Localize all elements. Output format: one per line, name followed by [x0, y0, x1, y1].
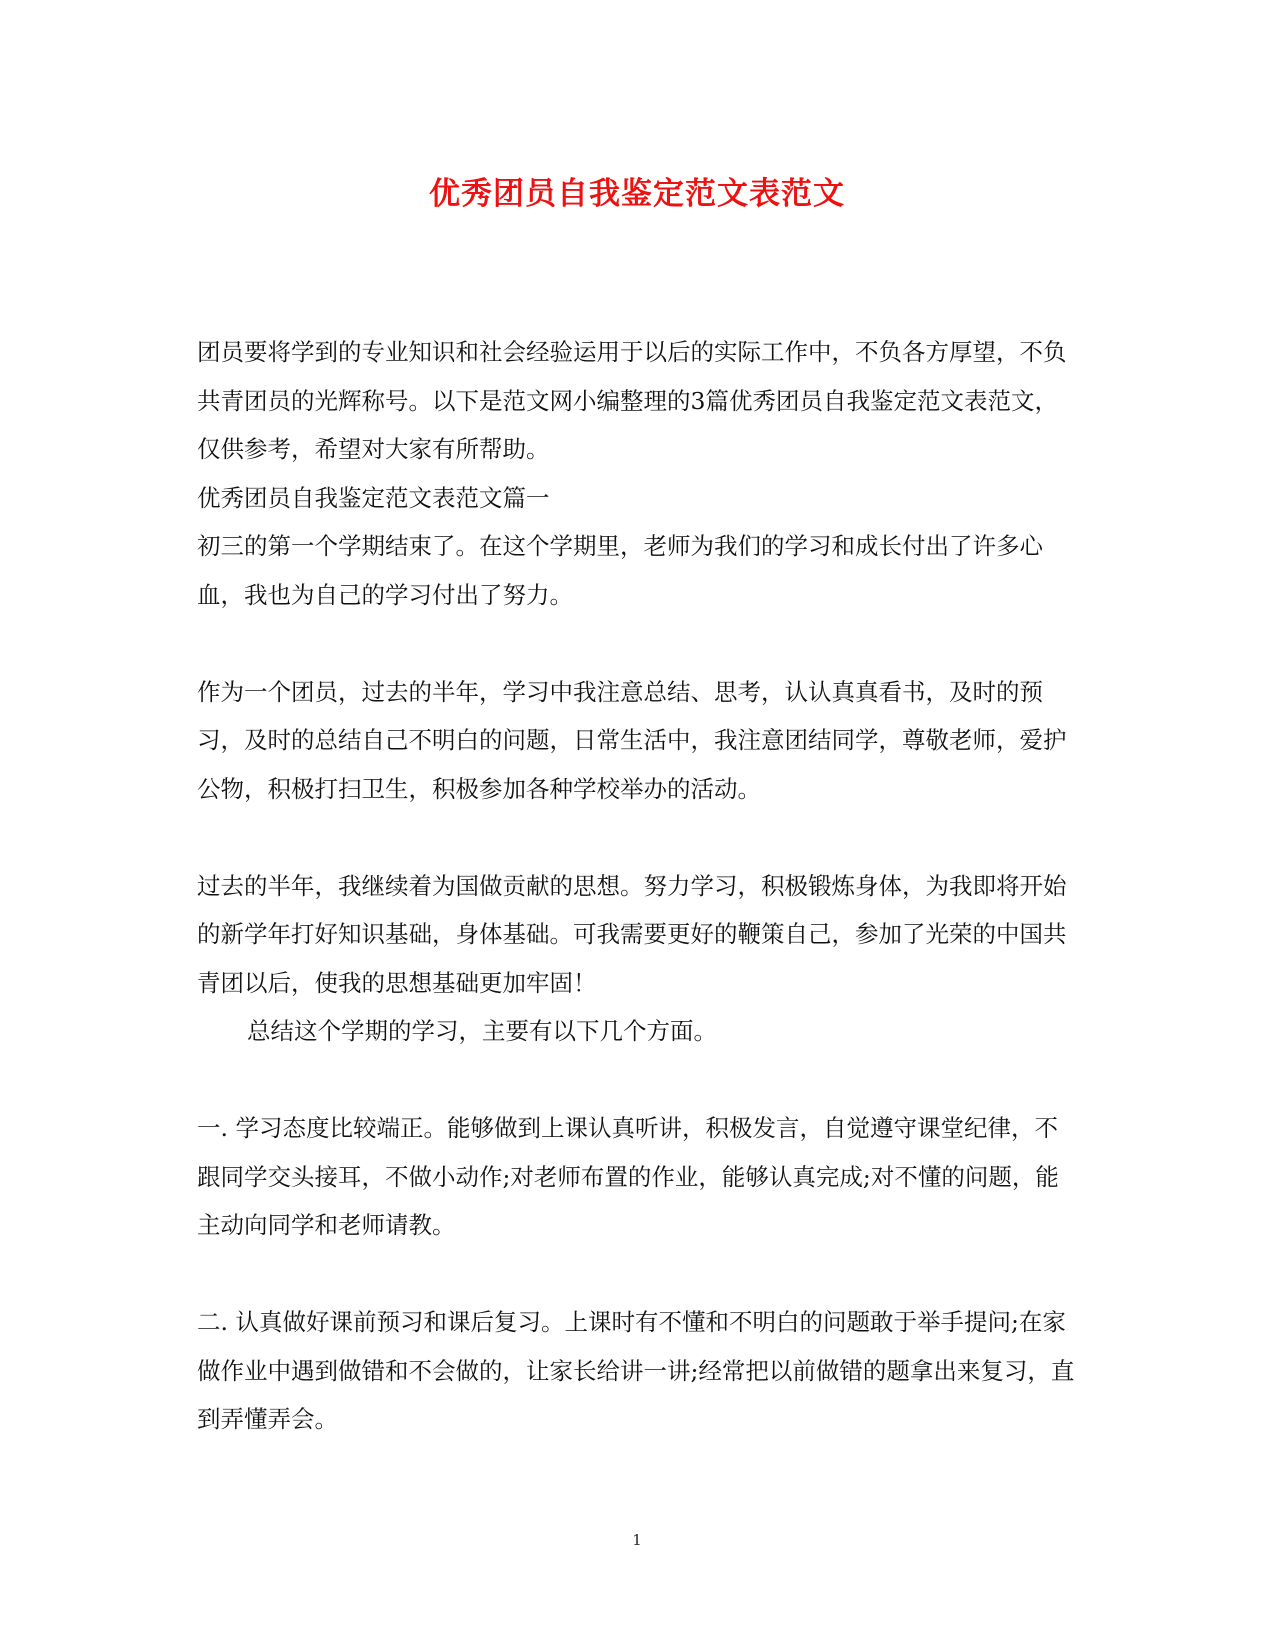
- summary-paragraph: 总结这个学期的学习，主要有以下几个方面。: [247, 1017, 717, 1045]
- intro-paragraph: 团员要将学到的专业知识和社会经验运用于以后的实际工作中，不负各方厚望，不负共青团员的光辉称号。以下是范文网小编整理的3篇优秀团员自我鉴定范文表范文，仅供参考，希望对大家有所帮助。: [197, 338, 1067, 463]
- body-paragraph-1: 初三的第一个学期结束了。在这个学期里，老师为我们的学习和成长付出了许多心血，我也为自己的学习付出了努力。: [197, 532, 1043, 609]
- paragraph-spacer: [197, 813, 1077, 862]
- document-title: 优秀团员自我鉴定范文表范文: [429, 176, 845, 212]
- document-body: [197, 328, 1077, 1444]
- paragraph-spacer: [197, 619, 1077, 668]
- body-paragraph-3: 过去的半年，我继续着为国做贡献的思想。努力学习，积极锻炼身体，为我即将开始的新学年打好知识基础，身体基础。可我需要更好的鞭策自己，参加了光荣的中国共青团以后，使我的思想基础更加牢固！: [197, 871, 1067, 997]
- list-item-two: 二. 认真做好课前预习和课后复习。上课时有不懂和不明白的问题敢于举手提问;在家做作业中遇到做错和不会做的，让家长给讲一讲;经常把以前做错的题拿出来复习，直到弄懂弄会。: [197, 1308, 1075, 1433]
- page-number: 1: [632, 1531, 642, 1549]
- body-paragraph-2: 作为一个团员，过去的半年，学习中我注意总结、思考，认认真真看书，及时的预习，及时的总结自己不明白的问题，日常生活中，我注意团结同学，尊敬老师，爱护公物，积极打扫卫生，积极参加各种学校举办的活动。: [197, 677, 1067, 803]
- list-item-one: 一. 学习态度比较端正。能够做到上课认真听讲，积极发言，自觉遵守课堂纪律，不跟同学交头接耳，不做小动作;对老师布置的作业，能够认真完成;对不懂的问题，能主动向同学和老师请教。: [197, 1114, 1059, 1239]
- section-heading: 优秀团员自我鉴定范文表范文篇一: [197, 483, 550, 512]
- paragraph-spacer: [197, 1056, 1077, 1105]
- paragraph-spacer: [197, 1250, 1077, 1299]
